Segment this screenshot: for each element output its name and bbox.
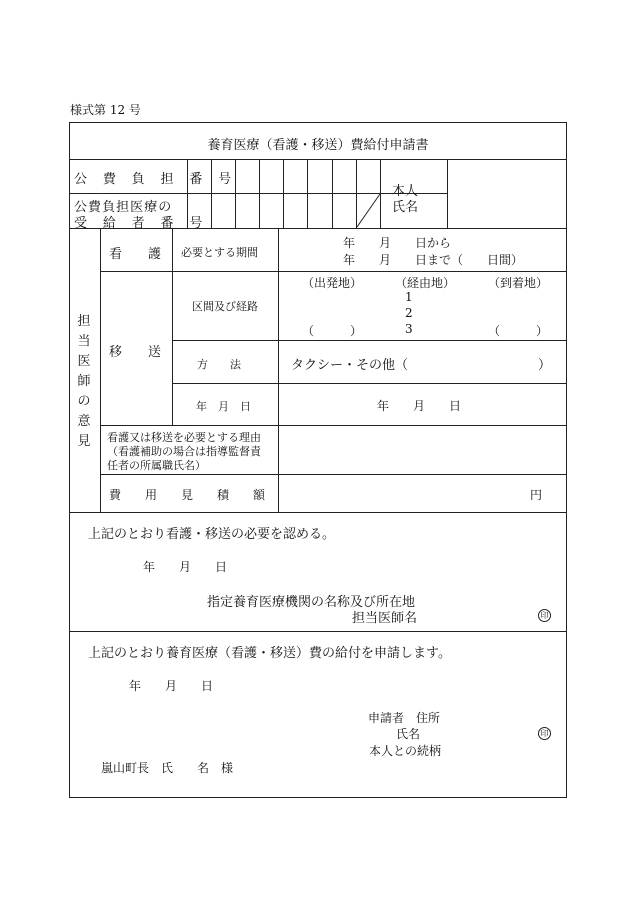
sublabel-divider [172,228,173,425]
reason-label-1: 看護又は移送を必要とする理由 [107,431,261,444]
cost-unit: 円 [530,488,543,502]
reason-label-3: 任者の所属職氏名） [107,459,206,472]
grid-line [259,159,260,228]
rule-isou-bottom [100,425,567,426]
isou-label: 移 送 [109,345,162,360]
applicant-seal: 印 [538,727,551,740]
route-arrival: （到着地） [488,276,549,290]
institution-label: 指定養育医療機関の名称及び所在地 [207,595,416,610]
rule-reason-bottom [100,474,567,475]
transfer-date-label: 年 月 日 [196,400,251,413]
route-via: （経由地） [395,276,456,290]
rule-route-bottom [172,340,567,341]
rule-method-bottom [172,383,567,384]
grid-line [447,159,448,228]
rule-kango-bottom [100,271,567,272]
doctor-date: 年 月 日 [143,560,228,574]
method-value: タクシー・その他（ ） [291,358,552,373]
applicant-address-label: 申請者 住所 [368,711,441,725]
rule-opinion-bottom [69,512,567,513]
route-label: 区間及び経路 [192,300,258,313]
kango-period-line2: 年 月 日まで（ 日間） [343,253,524,267]
kango-label: 看 護 [109,247,162,262]
doctor-name-label: 担当医師名 [352,611,418,626]
applicant-date: 年 月 日 [129,679,214,693]
route-arrival-blank: （ ） [488,324,549,338]
rule-doctor-section-bottom [69,631,567,632]
recipient-number-label-2: 受 給 者 番 号 [74,216,209,231]
kango-period-label: 必要とする期間 [181,246,258,259]
applicant-statement: 上記のとおり養育医療（看護・移送）費の給付を申請します。 [88,646,451,661]
grid-line [283,159,284,228]
recipient-number-label-1: 公費負担医療の [74,200,173,215]
relation-label: 本人との続柄 [369,744,442,758]
transfer-date-value: 年 月 日 [377,399,462,413]
doctor-statement: 上記のとおり看護・移送の必要を認める。 [88,527,336,542]
value-divider [278,228,279,512]
grid-line [332,159,333,228]
route-via-2: 2 [405,306,413,320]
route-via-1: 1 [405,290,413,304]
rule-title-bottom [69,159,567,160]
cost-estimate-label: 費 用 見 積 額 [109,488,266,502]
opinion-label-divider [100,228,101,512]
route-via-3: 3 [405,322,413,336]
doctor-seal: 印 [538,609,551,622]
route-departure: （出発地） [302,276,363,290]
honnin-label-2: 氏名 [392,200,419,215]
doctor-opinion-label: 担当医師の意見 [77,314,91,449]
route-departure-blank: （ ） [302,324,363,338]
diagonal-strike [356,193,381,228]
reason-label-2: （看護補助の場合は指導監督責 [107,445,261,458]
public-number-label: 公 費 負 担 番 号 [74,172,238,187]
grid-line [307,159,308,228]
addressee: 嵐山町長 氏 名 様 [101,761,234,775]
rule-number-rows [69,193,447,194]
method-label: 方 法 [197,358,241,371]
applicant-name-label: 氏名 [396,727,421,741]
form-number: 様式第 12 号 [70,103,141,117]
kango-period-line1: 年 月 日から [343,236,452,250]
honnin-label-1: 本人 [392,184,419,199]
form-title: 養育医療（看護・移送）費給付申請書 [207,138,429,153]
